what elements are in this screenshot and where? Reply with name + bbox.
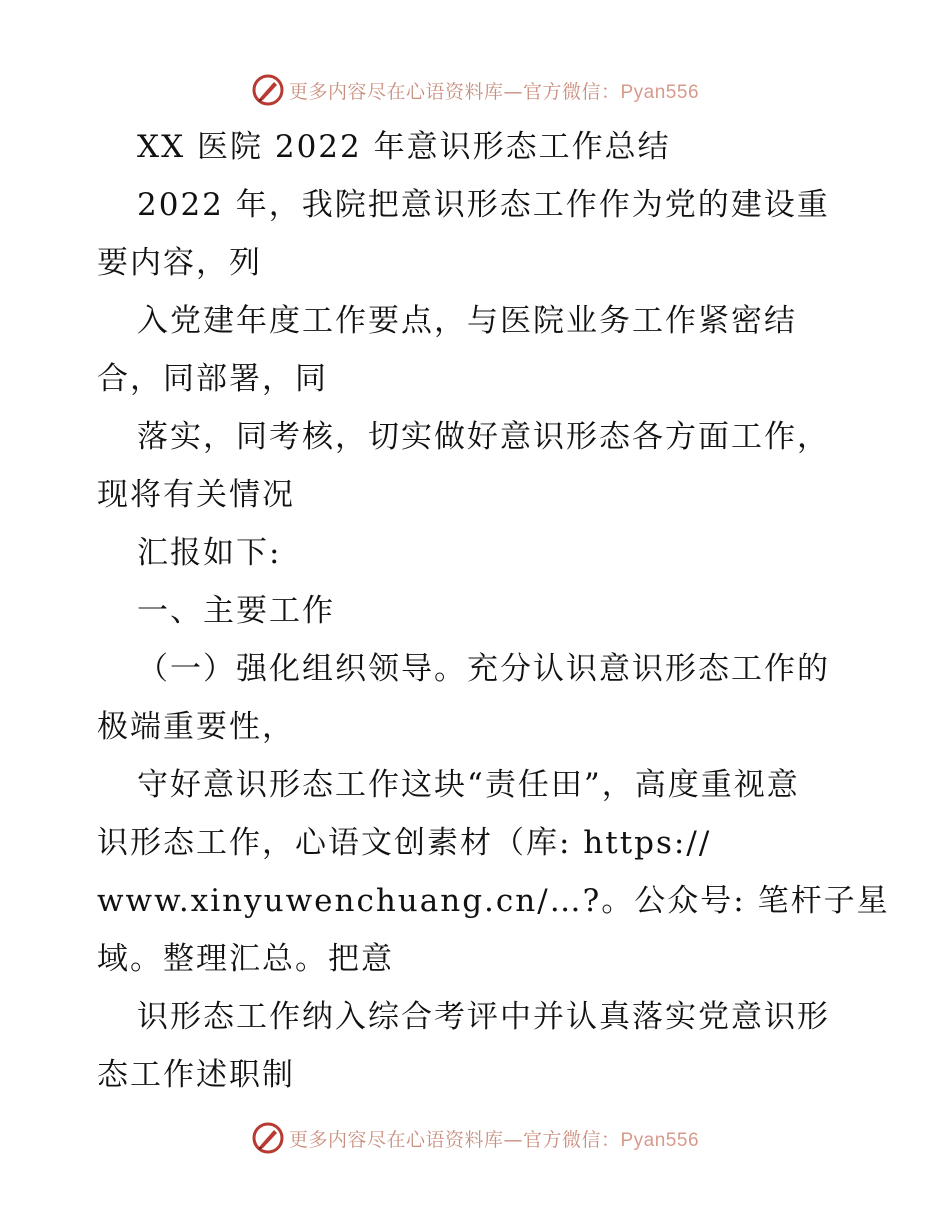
header-banner-text [289, 77, 699, 104]
text-line: （一）强化组织领导。充分认识意识形态工作的 [137, 651, 830, 687]
text-line: 域。整理汇总。把意 [97, 941, 394, 977]
header-banner-main: 更多内容尽在心语资料库 [288, 80, 504, 103]
text-line: 守好意识形态工作这块“责任田”，高度重视意 [137, 767, 800, 803]
footer-banner-wechat-label: 官方微信： [522, 1128, 621, 1151]
header-banner-dash: — [503, 80, 523, 103]
text-line: 合，同部署，同 [97, 361, 328, 397]
header-banner-wechat-id: Pyan556 [620, 81, 700, 103]
text-line: 识形态工作，心语文创素材（库: https:// [97, 825, 712, 861]
text-line: 极端重要性， [97, 709, 295, 745]
header-banner-inner [251, 73, 699, 107]
document-body [97, 118, 890, 1104]
text-line: 落实，同考核，切实做好意识形态各方面工作， [137, 419, 830, 455]
text-line: 入党建年度工作要点，与医院业务工作紧密结 [137, 303, 797, 339]
pen-logo-icon [251, 73, 285, 107]
pen-logo-icon [251, 1121, 285, 1155]
document-title: XX 医院 2022 年意识形态工作总结 [137, 129, 671, 165]
text-line: 要内容，列 [97, 245, 262, 281]
footer-banner-wechat-id: Pyan556 [620, 1129, 700, 1151]
footer-banner-main: 更多内容尽在心语资料库 [288, 1128, 504, 1151]
text-line: 2022 年，我院把意识形态工作作为党的建设重 [137, 187, 830, 223]
header-banner-wechat-label: 官方微信： [522, 80, 621, 103]
header-banner [0, 70, 950, 110]
footer-banner-text [289, 1125, 699, 1152]
footer-banner-dash: — [503, 1128, 523, 1151]
text-line: www.xinyuwenchuang.cn/…?。公众号: 笔杆子星 [97, 883, 890, 919]
text-line: 态工作述职制 [97, 1057, 295, 1093]
text-line: 一、主要工作 [137, 593, 335, 629]
text-line: 现将有关情况 [97, 477, 295, 513]
footer-banner [0, 1118, 950, 1158]
text-line: 识形态工作纳入综合考评中并认真落实党意识形 [137, 999, 830, 1035]
footer-banner-inner [251, 1121, 699, 1155]
text-line: 汇报如下: [137, 535, 282, 571]
